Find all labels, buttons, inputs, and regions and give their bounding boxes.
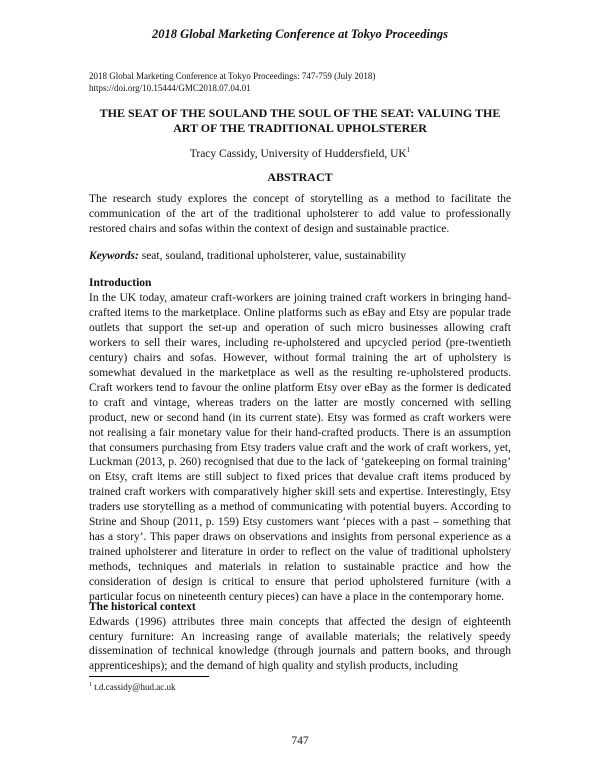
footnote bbox=[89, 682, 176, 692]
abstract-text: The research study explores the concept of storytelling as a method to facilitate the communication of the art of the traditional upholsterer to add value to professionally restored chairs and sofas within the context of design and sustainable practice. bbox=[89, 193, 511, 235]
author-line bbox=[89, 146, 511, 160]
historical-context-paragraph: Edwards (1996) attributes three main concepts that affected the design of eighteenth century furniture: An increasing range of available materials; the relatively speedy dissemination of technical knowledge (through journals and pattern books, and through apprenticeships); and the demand of high quality and stylish products, including bbox=[89, 616, 511, 672]
doi-link[interactable]: https://doi.org/10.15444/GMC2018.07.04.01 bbox=[89, 83, 251, 93]
abstract-heading: ABSTRACT bbox=[267, 170, 333, 184]
paper-title: THE SEAT OF THE SOULAND THE SOUL OF THE SEAT: VALUING THE ART OF THE TRADITIONAL UPHOLSTERER bbox=[99, 106, 501, 135]
footnote-email[interactable]: t.d.cassidy@hud.ac.uk bbox=[94, 682, 176, 692]
section-heading-historical-context: The historical context bbox=[89, 601, 196, 613]
footnote-mark: 1 bbox=[89, 682, 92, 688]
introduction-paragraph: In the UK today, amateur craft-workers are joining trained craft workers in bringing hand-crafted items to the marketplace. Online platforms such as eBay and Etsy are popular trade outlets that support the set-up and operation of such micro businesses allowing craft workers to sell their wares, including re-upholstered and upcycled period (pre-twentieth century) chairs and sofas. However, without formal training the art of upholstery is somewhat devalued in the marketplace as well as the resulting re-upholstered products. Craft workers tend to favour the online platform Etsy over eBay as the former is dedicated to craft and vintage, whereas traders on the latter are mostly concerned with selling product, new or second hand (in its current state). Etsy was formed as craft workers were not realising a fair monetary value for their hand-crafted products. There is an assumption that consumers purchasing from Etsy traders value craft and the work of craft workers, yet, Luckman (2013, p. 260) recognised that due to the lack of ‘gatekeeping on formal training’ on Etsy, craft items are still subject to fixed prices that devalue craft items produced by trained craft workers with comparatively higher skill sets and expertise. Interestingly, Etsy traders use storytelling as a method of communicating with potential buyers. According to Strine and Shoup (2011, p. 159) Etsy customers want ‘pieces with a past – something that has a story’. This paper draws on observations and insights from personal experience as a trained upholsterer and literature in order to reflect on the value of traditional upholstery methods, techniques and materials in relation to sustainable practice and how the consideration of design is critical to ensure that period upholstered furniture (with a particular focus on nineteenth century pieces) can have a place in the contemporary home. bbox=[89, 292, 511, 604]
citation-line: 2018 Global Marketing Conference at Tokyo Proceedings: 747-759 (July 2018) bbox=[89, 71, 376, 81]
keywords-label: Keywords: bbox=[89, 250, 139, 262]
keywords-text: seat, souland, traditional upholsterer, value, sustainability bbox=[141, 250, 407, 262]
author-name: Tracy Cassidy, University of Huddersfield, UK bbox=[189, 147, 407, 160]
page-number: 747 bbox=[291, 735, 309, 747]
running-head: 2018 Global Marketing Conference at Tokyo Proceedings bbox=[151, 27, 449, 41]
author-footnote-mark: 1 bbox=[406, 146, 411, 154]
keywords-line bbox=[89, 249, 511, 264]
section-heading-introduction: Introduction bbox=[89, 277, 152, 289]
footnote-divider bbox=[89, 676, 209, 677]
citation-block bbox=[89, 70, 375, 94]
